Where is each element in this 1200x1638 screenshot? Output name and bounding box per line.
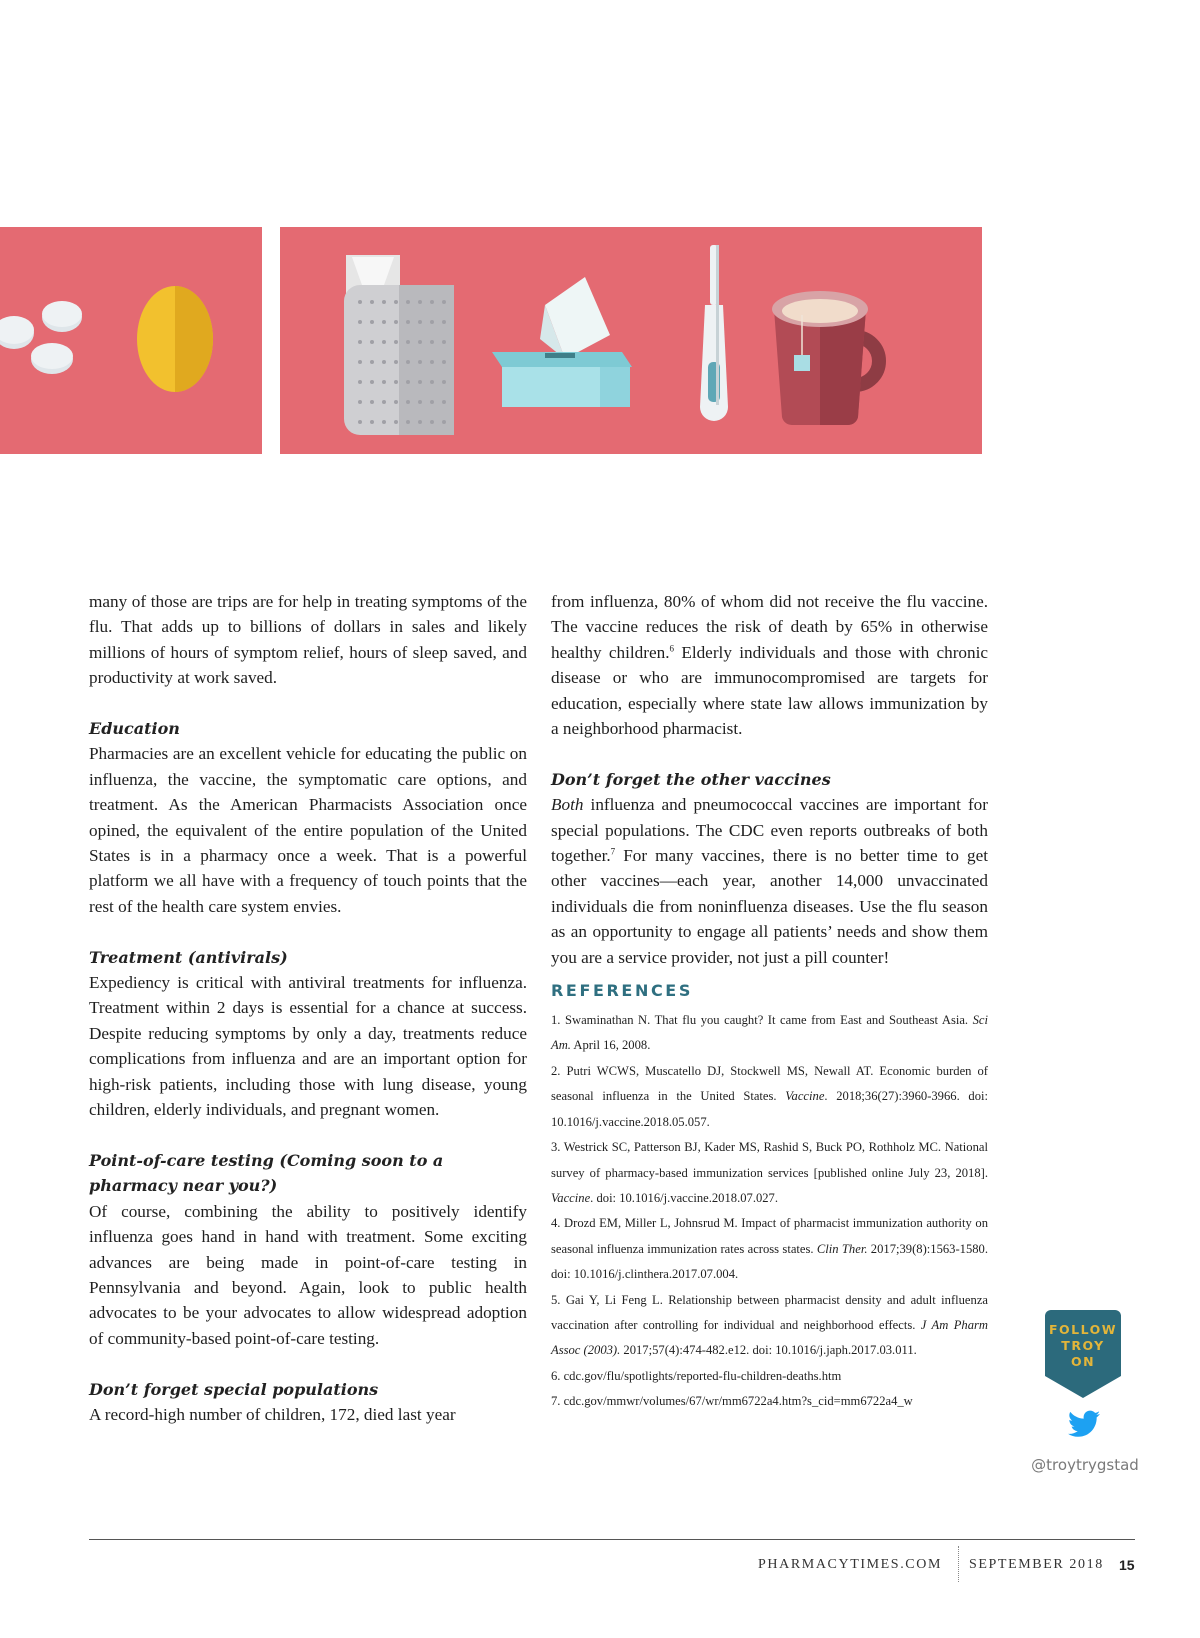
body-paragraph: Pharmacies are an excellent vehicle for educating the public on influenza, the vaccine, the symptomatic care options, and treatment. As the American Pharmacists Association once opined, the equivalent of the entire population of the United States is in a pharmacy once a week. That is a powerful platform we all have with a frequency of touch points that the rest of the health care system envies. [89,744,527,916]
text-run: April 16, 2008. [570,1038,651,1053]
footnote-marker: 7 [610,846,616,857]
illustration-banner-right [280,227,982,454]
tea-mug-icon [772,291,879,425]
section-heading-education: Education [89,719,180,739]
text-run: from influenza, 80% of whom did not receive the flu vaccine. The vaccine reduces the risk of death by 65% in otherwise healthy children. [551,592,988,662]
lemon-icon [137,286,213,392]
thermometer-icon [700,245,728,421]
text-run: 2017;39(8):1563-1580. doi: 10.1016/j.clinthera.2017.07.004. [551,1241,988,1282]
text-run: 1. Swaminathan N. That flu you caught? It came from East and Southeast Asia. [551,1013,973,1028]
reference-item [551,1059,988,1135]
body-paragraph: Of course, combining the ability to positively identify influenza goes hand in hand with treatment. Some exciting advances are being made in point-of-care testing in Pennsylvania and beyond. Again, look to public health advocates to be your advocates to allow widespread adoption of community-based point-of-care testing. [89,1201,527,1348]
text-run: . doi: 10.1016/j.vaccine.2018.07.027. [590,1190,779,1205]
pills-icon [0,301,82,374]
text-run: influenza and pneumococcal vaccines are important for special populations. The CDC even reports outbreaks of both together. [551,795,988,866]
section-heading-point-of-care: Point-of-care testing (Coming soon to a pharmacy near you?) [89,1150,444,1196]
reference-item: 7. cdc.gov/mmwr/volumes/67/wr/mm6722a4.htm?s_cid=mm6722a4_w [551,1394,913,1409]
tissue-box-icon [492,277,632,407]
text-run: 5. Gai Y, Li Feng L. Relationship between pharmacist density and adult influenza vaccination after controlling for individual and neighborhood effects. [551,1292,988,1332]
body-paragraph [551,589,988,741]
pills-and-lemon-illustration [0,227,262,454]
footer-issue-date: SEPTEMBER 2018 [969,1557,1104,1572]
body-paragraph [551,792,988,970]
section-heading-other-vaccines: Don’t forget the other vaccines [551,769,831,789]
journal-name: Sci Am. [551,1013,988,1053]
twitter-handle[interactable]: @troytrygstad [1031,1456,1139,1474]
footnote-marker: 6 [669,643,675,654]
reference-item [551,1135,988,1211]
footer-divider [958,1546,959,1582]
text-run: Elderly individuals and those with chronic disease or who are immunocompromised are targets for education, especially where state law allows immunization by a neighborhood pharmacist. [551,642,989,739]
badge-line: TROY [1061,1338,1105,1353]
references-heading: REFERENCES [551,981,693,1001]
reference-item [551,1288,988,1364]
text-run: . 2018;36(27):3960-3966. doi: 10.1016/j.vaccine.2018.05.057. [551,1089,988,1129]
body-paragraph: A record-high number of children, 172, died last year [89,1404,456,1424]
emphasis: Both [551,795,584,815]
reference-item [551,1211,988,1287]
badge-line: ON [1070,1354,1096,1369]
sick-day-items-illustration [280,227,982,454]
body-paragraph: many of those are trips are for help in treating symptoms of the flu. That adds up to billions of dollars in sales and likely millions of hours of symptom relief, hours of sleep saved, and productivity at work saved. [89,592,527,688]
page-number: 15 [1119,1557,1135,1573]
footer-rule [89,1539,1135,1540]
journal-name: Clin Ther. [816,1241,868,1256]
twitter-bird-icon[interactable] [1068,1410,1100,1438]
reference-item: 6. cdc.gov/flu/spotlights/reported-flu-children-deaths.htm [551,1368,842,1383]
text-run: 3. Westrick SC, Patterson BJ, Kader MS, Rashid S, Buck PO, Rothholz MC. National survey of pharmacy-based immunization services [published online July 23, 2018]. [551,1140,988,1180]
hot-water-bottle-icon [344,255,454,435]
body-paragraph: Expediency is critical with antiviral treatments for influenza. Treatment within 2 days is essential for a chance at success. Despite reducing symptoms by only a day, treatments reduce complications from influenza and are an important option for high-risk patients, including those with lung disease, young children, elderly individuals, and pregnant women. [89,973,527,1120]
references-list [551,1008,988,1415]
journal-name: J Am Pharm Assoc (2003). [551,1317,988,1358]
article-right-column [551,589,988,1415]
text-run: 2. Putri WCWS, Muscatello DJ, Stockwell MS, Newall AT. Economic burden of seasonal influenza in the United States. [551,1063,988,1104]
section-heading-treatment: Treatment (antivirals) [89,947,288,967]
illustration-banner-left [0,227,262,454]
text-run: 4. Drozd EM, Miller L, Johnsrud M. Impact of pharmacist immunization authority on seasonal influenza immunization rates across states. [551,1216,988,1256]
badge-line: FOLLOW [1048,1322,1118,1337]
reference-item [551,1008,988,1059]
journal-name: Vaccine [785,1089,825,1104]
section-heading-special-populations: Don’t forget special populations [89,1379,379,1399]
text-run: For many vaccines, there is no better time to get other vaccines—each year, another 14,000 unvaccinated individuals die from noninfluenza diseases. Use the flu season as an opportunity to engage all patients’ needs and show them you are a service provider, not just a pill counter! [551,846,988,967]
article-left-column [89,589,527,1427]
footer-site: PHARMACYTIMES.COM [758,1557,942,1572]
journal-name: Vaccine [551,1190,591,1205]
text-run: 2017;57(4):474-482.e12. doi: 10.1016/j.japh.2017.03.011. [620,1343,917,1358]
follow-badge-text [1045,1322,1121,1370]
